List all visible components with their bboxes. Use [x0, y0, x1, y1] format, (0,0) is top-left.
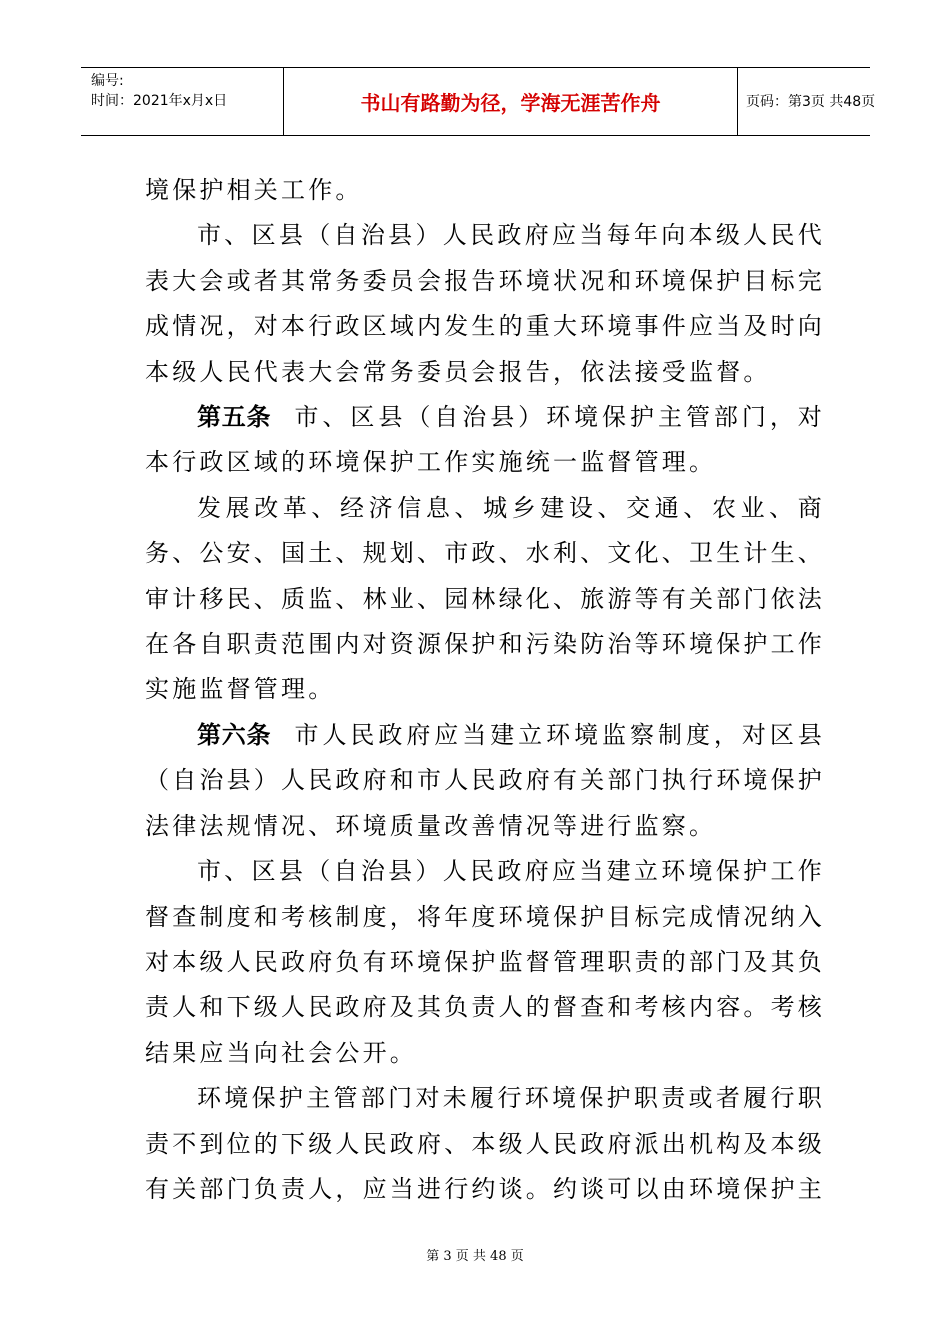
header-page-info: 页码：第3页 共48页	[746, 94, 876, 110]
header-meta-cell	[81, 68, 284, 135]
paragraph-text: 发展改革、经济信息、城乡建设、交通、农业、商务、公安、国土、规划、市政、水利、文化、卫生计生、审计移民、质监、林业、园林绿化、旅游等有关部门依法在各自职责范围内对资源保护和污染防治等环境保护工作实施监督管理。	[145, 493, 825, 704]
article-number: 第六条	[197, 720, 272, 749]
paragraph-text: 环境保护主管部门对未履行环境保护职责或者履行职责不到位的下级人民政府、本级人民政府派出机构及本级有关部门负责人，应当进行约谈。约谈可以由环境保护主	[145, 1084, 825, 1203]
page-header	[81, 67, 876, 136]
document-body	[145, 168, 825, 1212]
header-page-cell	[738, 68, 876, 135]
paragraph-1	[145, 168, 825, 213]
paragraph-text: 市、区县（自治县）人民政府应当建立环境保护工作督查制度和考核制度，将年度环境保护目标完成情况纳入对本级人民政府负有环境保护监督管理职责的部门及其负责人和下级人民政府及其负责人的督查和考核内容。考核结果应当向社会公开。	[145, 857, 825, 1067]
paragraph-7	[145, 1076, 825, 1212]
header-motto-cell	[284, 68, 738, 135]
paragraph-article-5	[145, 395, 825, 486]
document-number-label: 编号:	[91, 73, 124, 89]
paragraph-text: 市、区县（自治县）人民政府应当每年向本级人民代表大会或者其常务委员会报告环境状况和环境保护目标完成情况，对本行政区域内发生的重大环境事件应当及时向本级人民代表大会常务委员会报告，依法接受监督。	[145, 221, 825, 386]
paragraph-6	[145, 849, 825, 1076]
page-footer: 第 3 页 共 48 页	[426, 1249, 524, 1264]
paragraph-article-6	[145, 713, 825, 849]
paragraph-2	[145, 213, 825, 395]
header-motto: 书山有路勤为径，学海无涯苦作舟	[360, 91, 661, 115]
paragraph-text: 市、区县（自治县）环境保护主管部门，对本行政区域的环境保护工作实施统一监督管理。	[145, 403, 825, 477]
paragraph-text: 境保护相关工作。	[145, 176, 363, 204]
paragraph-text: 市人民政府应当建立环境监察制度，对区县（自治县）人民政府和市人民政府有关部门执行环境保护法律法规情况、环境质量改善情况等进行监察。	[145, 720, 825, 840]
article-number: 第五条	[197, 403, 272, 432]
paragraph-4	[145, 486, 825, 713]
document-time-label: 时间：2021年x月x日	[91, 93, 228, 109]
